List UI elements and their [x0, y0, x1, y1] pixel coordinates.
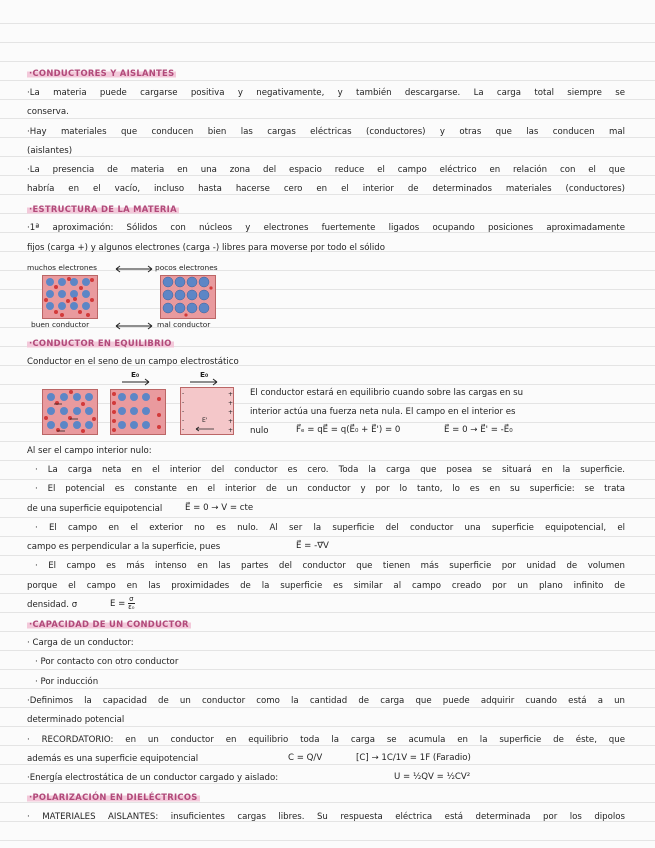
- svg-text:-: -: [182, 390, 185, 397]
- paragraph-line: ·La presencia de materia en una zona del espacio reduce el campo eléctrico en relación con el que: [27, 165, 625, 175]
- field-arrow-icon: [120, 378, 152, 386]
- paragraph-line: de una superficie equipotencial: [27, 504, 163, 514]
- paragraph-line: (aislantes): [27, 146, 73, 156]
- paragraph-line: conserva.: [27, 107, 69, 117]
- label-pocos-electrones: pocos electrones: [155, 263, 218, 272]
- conductor-initial-diagram: [42, 389, 98, 435]
- heading-equilibrio: ·CONDUCTOR EN EQUILIBRIO: [29, 338, 172, 348]
- equation-gradient: E⃗ = -∇⃗V: [296, 541, 329, 551]
- good-conductor-diagram: [42, 275, 98, 319]
- svg-text:-: -: [182, 399, 185, 406]
- svg-text:+: +: [228, 400, 234, 407]
- svg-text:+: +: [228, 427, 234, 434]
- equation-net-force: F⃗ₑ = qE⃗ = q(E⃗₀ + E⃗') = 0: [296, 425, 401, 435]
- list-item: · Por inducción: [35, 677, 99, 687]
- paragraph-line: Al ser el campo interior nulo:: [27, 446, 152, 456]
- paragraph-line: · El potencial es constante en el interior de un conductor y por lo tanto, lo es en su superficie: se trata: [35, 484, 625, 494]
- label-mal-conductor: mal conductor: [157, 320, 211, 329]
- label-muchos-electrones: muchos electrones: [27, 263, 97, 272]
- paragraph-line: ·1ª aproximación: Sólidos con núcleos y electrones fuertemente ligados ocupando posiciones aproximadamente: [27, 223, 625, 233]
- double-arrow-icon: [113, 264, 155, 274]
- paragraph-line: densidad. σ: [27, 600, 78, 610]
- bad-conductor-diagram: [160, 275, 216, 319]
- paragraph-line: ·Definimos la capacidad de un conductor como la cantidad de carga que puede adquirir cuando está a un: [27, 696, 625, 706]
- svg-text:-: -: [182, 417, 185, 424]
- paragraph-line: · El campo es más intenso en las partes del conductor que tienen más superficie por unidad de volumen: [35, 561, 625, 571]
- paragraph-line: ·Hay materiales que conducen bien las cargas eléctricas (conductores) y otras que las conducen mal: [27, 127, 625, 137]
- heading-conductores: ·CONDUCTORES Y AISLANTES: [29, 68, 175, 78]
- heading-estructura: ·ESTRUCTURA DE LA MATERIA: [29, 204, 177, 214]
- equation-farad: [C] → 1C/1V = 1F (Faradio): [356, 753, 471, 763]
- heading-polarizacion: ·POLARIZACIÓN EN DIELÉCTRICOS: [29, 792, 198, 802]
- svg-text:+: +: [228, 418, 234, 425]
- paragraph-line: además es una superficie equipotencial: [27, 754, 199, 764]
- double-arrow-icon: [113, 321, 155, 331]
- paragraph-line: habría en el vacío, incluso hasta hacerse cero en el interior de determinados materiales (conductores): [27, 184, 625, 194]
- conductor-polarized-diagram: [110, 389, 166, 435]
- paragraph-line: · MATERIALES AISLANTES: insuficientes cargas libres. Su respuesta eléctrica está determinada por los dipolos: [27, 812, 625, 822]
- svg-text:-: -: [182, 426, 185, 433]
- paragraph-line: fijos (carga +) y algunos electrones (carga -) libres para moverse por todo el sólido: [27, 243, 386, 253]
- equation-v-constant: E⃗ = 0 → V = cte: [185, 503, 254, 513]
- paragraph-line: porque el campo en las proximidades de la superficie es similar al campo creado por un plano infinito de: [27, 581, 625, 591]
- paragraph-line: ·La materia puede cargarse positiva y negativamente, y también descargarse. La carga total siempre se: [27, 88, 625, 98]
- paragraph-line: · La carga neta en el interior del conductor es cero. Toda la carga que posea se situará en la superficie.: [35, 465, 625, 475]
- paragraph-line: · Carga de un conductor:: [27, 638, 134, 648]
- equation-sigma: E = $\frac{\sigma}{\text{ε₀}}$: [110, 595, 135, 611]
- equation-energy: U = ½QV = ½CV²: [394, 772, 471, 782]
- paragraph-line: campo es perpendicular a la superficie, pues: [27, 542, 221, 552]
- svg-text:+: +: [228, 409, 234, 416]
- label-buen-conductor: buen conductor: [31, 320, 90, 329]
- paragraph-line: · El campo en el exterior no es nulo. Al ser la superficie del conductor una superficie equipotencial, el: [35, 523, 625, 533]
- equation-capacity: C = Q/V: [288, 753, 323, 763]
- paragraph-line: · RECORDATORIO: en un conductor en equilibrio toda la carga se acumula en la superficie de éste, que: [27, 735, 625, 745]
- conductor-equilibrium-diagram: [178, 385, 236, 437]
- paragraph-line: nulo: [250, 426, 269, 436]
- field-label-e-prime: E': [202, 417, 208, 424]
- heading-capacidad: ·CAPACIDAD DE UN CONDUCTOR: [29, 619, 189, 629]
- list-item: · Por contacto con otro conductor: [35, 657, 179, 667]
- svg-text:+: +: [228, 391, 234, 398]
- paragraph-line: El conductor estará en equilibrio cuando sobre las cargas en su: [250, 388, 524, 398]
- field-label-e0: E₀: [131, 370, 140, 379]
- equation-field-zero: E⃗ = 0 → E⃗' = -E⃗₀: [444, 425, 513, 435]
- paragraph-line: ·Energía electrostática de un conductor cargado y aislado:: [27, 773, 279, 783]
- paragraph-line: interior actúa una fuerza neta nula. El campo en el interior es: [250, 407, 516, 417]
- paragraph-line: Conductor en el seno de un campo electrostático: [27, 357, 239, 367]
- svg-text:-: -: [182, 408, 185, 415]
- field-label-e0: E₀: [200, 370, 209, 379]
- paragraph-line: determinado potencial: [27, 715, 125, 725]
